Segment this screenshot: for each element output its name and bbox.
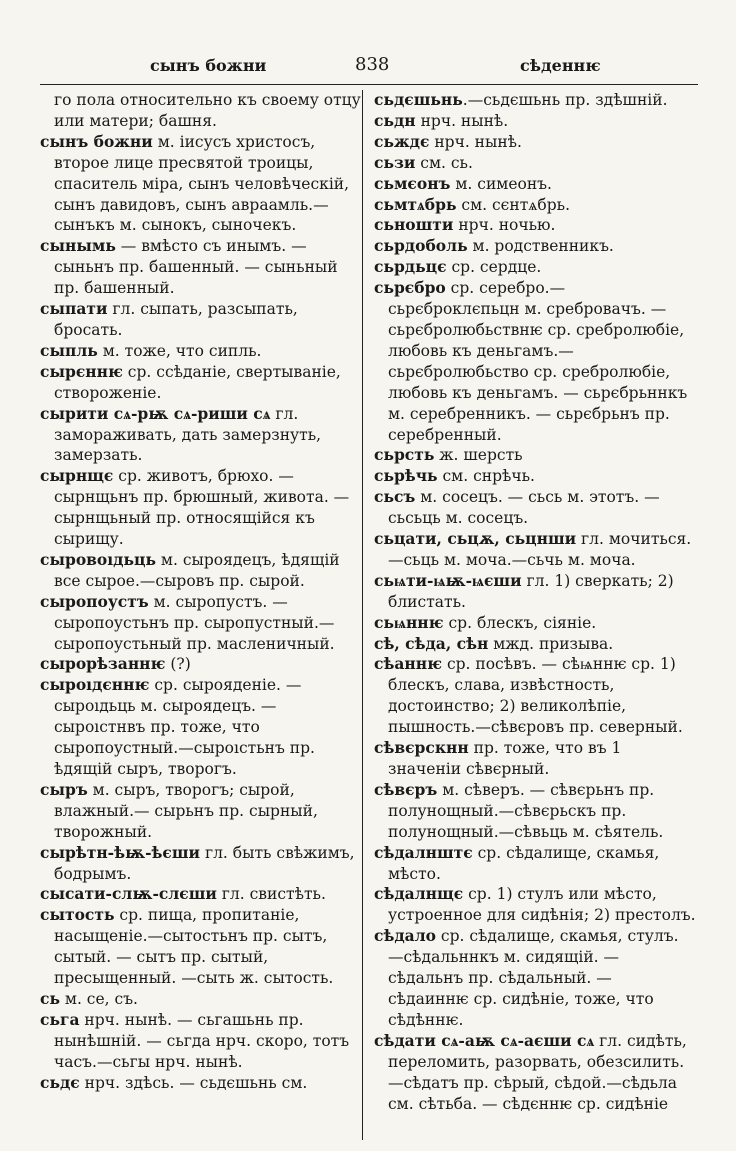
dictionary-entry	[374, 654, 696, 738]
entry-definition: м. симеонъ.	[450, 174, 552, 193]
dictionary-entry	[374, 613, 696, 634]
entry-definition: м. іисусъ христосъ, второе лице пресвятой троицы, спаситель міра, сынъ человѣческій, сынъ давидовъ, сынъ авраамль.—сынъкъ м. сынокъ, сыночекъ.	[54, 132, 350, 235]
entry-headword: сырєннѥ	[40, 361, 123, 381]
dictionary-entry	[374, 90, 696, 111]
entry-definition: ср. животъ, брюхо. — сырнщьнъ пр. брюшный, живота. — сырнщьный пр. относящійся къ сырищу.	[54, 467, 350, 549]
dictionary-entry	[374, 529, 696, 571]
entry-headword: сыръ	[40, 779, 88, 799]
entry-headword: сѣдалнштє	[374, 842, 473, 862]
entry-definition: мжд. призыва.	[488, 634, 614, 653]
right-column	[374, 90, 696, 1114]
dictionary-entry	[40, 989, 362, 1010]
dictionary-entry	[374, 215, 696, 236]
entry-definition: см. сь.	[415, 153, 473, 172]
entry-definition: м. тоже, что сипль.	[97, 341, 262, 360]
entry-headword: сѣдало	[374, 926, 436, 946]
entry-definition: м. се, съ.	[59, 989, 138, 1008]
dictionary-entry	[374, 132, 696, 153]
entry-headword: сыпль	[40, 340, 98, 360]
entry-headword: сьдє	[40, 1072, 80, 1092]
dictionary-entry	[374, 843, 696, 885]
entry-headword: сьцати, сьцѫ, сьцнши	[374, 529, 577, 549]
dictionary-entry	[374, 634, 696, 655]
dictionary-entry	[374, 926, 696, 1031]
dictionary-entry	[374, 236, 696, 257]
entry-definition: нрч. нынѣ.	[415, 111, 509, 130]
entry-definition: ср. блескъ, сіяніе.	[443, 613, 597, 632]
header-right-guideword: сѣденнѥ	[520, 56, 601, 75]
entry-headword: сѣвєръ	[374, 779, 438, 799]
dictionary-entry	[40, 592, 362, 655]
dictionary-entry	[40, 236, 362, 299]
entry-definition: нрч. нынѣ. — сьгашьнь пр. нынѣшній. — сьгда нрч. скоро, тотъ часъ.—сьгы нрч. нынѣ.	[54, 1010, 350, 1071]
entry-headword: сьрсть	[374, 445, 435, 465]
entry-headword: сьрдьцє	[374, 257, 447, 277]
dictionary-entry	[374, 738, 696, 780]
entry-definition: гл. быть свѣжимъ, бодрымъ.	[54, 843, 355, 883]
entry-headword: сѣ, сѣда, сѣн	[374, 633, 489, 653]
entry-definition: ср. сердце.	[446, 258, 542, 277]
dictionary-entry	[40, 654, 362, 675]
entry-headword: сьга	[40, 1009, 80, 1029]
entry-headword: сырѣтн-ѣѭ-ѣєши	[40, 842, 201, 862]
entry-headword: сыпати	[40, 299, 108, 319]
entry-headword: сѣвєрскнн	[374, 738, 469, 758]
entry-definition: пр. тоже, что въ 1 значеніи сѣвєрный.	[388, 739, 622, 778]
dictionary-entry	[40, 1010, 362, 1073]
entry-headword: сьрѣчь	[374, 466, 438, 486]
entry-headword: сьдєшьнь	[374, 90, 463, 109]
entry-headword: сѣдати сѧ-аѭ сѧ-аєши сѧ	[374, 1030, 595, 1050]
dictionary-entry	[40, 90, 362, 132]
dictionary-entry	[40, 1073, 362, 1094]
dictionary-entry	[40, 132, 362, 237]
entry-definition: ср. сырояденіе. — сыроıдьць м. сыроядецъ. — сыроıстнвъ пр. тоже, что сыропоустный.—сыроıстьнъ пр. ѣдящій сыръ, творогъ.	[54, 676, 315, 778]
entry-headword: сьзи	[374, 152, 416, 172]
entry-definition: гл. 1) сверкать; 2) блистать.	[388, 571, 674, 611]
entry-headword: сынымь	[40, 236, 116, 256]
entry-definition: гл. сыпать, разсыпать, бросать.	[54, 300, 298, 339]
entry-headword: сыроıдєннѥ	[40, 675, 150, 695]
entry-definition: гл. сидѣть, переломить, разорвать, обезсилить. —сѣдатъ пр. сѣрый, сѣдой.—сѣдьла см. сѣтьба. — сѣдєннѥ ср. сидѣніе	[388, 1031, 687, 1113]
entry-headword: сьношти	[374, 215, 454, 235]
entry-headword: сысати-слѭ-слєши	[40, 884, 217, 904]
entry-definition: м. сосецъ. — сьсь м. этотъ. — сьсьць м. сосецъ.	[388, 488, 660, 528]
entry-definition: гл. свистѣть.	[216, 885, 326, 904]
dictionary-entry	[374, 111, 696, 132]
dictionary-entry	[40, 905, 362, 989]
dictionary-entry	[40, 341, 362, 362]
entry-headword: сытость	[40, 905, 115, 925]
dictionary-entry	[40, 675, 362, 780]
entry-definition: нрч. нынѣ.	[429, 132, 522, 151]
entry-definition: .—сьдєшьнь пр. здѣшній.	[462, 91, 668, 109]
entry-headword: сынъ божни	[40, 131, 153, 151]
entry-definition: м. сѣверъ. — сѣвєрьнъ пр. полунощный.—сѣвєрьскъ пр. полунощный.—сѣвьць м. сѣятель.	[388, 780, 664, 841]
dictionary-entry	[40, 466, 362, 550]
entry-headword: сь	[40, 988, 60, 1008]
entry-definition: ср. посѣвъ. — сѣѩннѥ ср. 1) блескъ, слава, извѣстность, достоинство; 2) великолѣпіе, пышность.—сѣвєровъ пр. северный.	[388, 655, 683, 737]
entry-definition: м. сыръ, творогъ; сырой, влажный.— сырьнъ пр. сырный, творожный.	[54, 780, 318, 841]
dictionary-entry	[374, 278, 696, 445]
page-header	[40, 54, 698, 80]
entry-headword: сьмтѧбрь	[374, 194, 457, 214]
entry-definition: ср. ссѣданіе, свертываніе, створоженіе.	[54, 362, 341, 402]
left-column	[40, 90, 362, 1094]
dictionary-entry	[374, 466, 696, 487]
dictionary-entry	[40, 550, 362, 592]
entry-definition: см. снрѣчь.	[437, 467, 535, 486]
entry-definition: м. родственникъ.	[467, 237, 614, 256]
entry-headword: сьждє	[374, 131, 430, 151]
entry-definition: нрч. здѣсь. — сьдєшьнь см.	[79, 1073, 308, 1092]
dictionary-entry	[40, 362, 362, 404]
entry-headword: сыропоустъ	[40, 591, 149, 611]
entry-definition: го пола относительно къ своему отцу или матери; башня.	[54, 91, 361, 130]
dictionary-entry	[374, 195, 696, 216]
dictionary-entry	[374, 884, 696, 926]
entry-definition: — вмѣсто съ инымъ. — сыньнъ пр. башенный. — сыньный пр. башенный.	[54, 237, 338, 298]
entry-headword: сьдн	[374, 110, 416, 130]
dictionary-entry	[374, 487, 696, 529]
dictionary-entry	[374, 571, 696, 613]
entry-definition: гл. мочиться. —сьць м. моча.—сьчь м. моча.	[388, 530, 692, 569]
header-rule	[40, 84, 698, 85]
dictionary-entry	[374, 153, 696, 174]
entry-definition: ср. серебро.—сьрєброклєпьцн м. сребровачъ. — сьрєбролюбьствнѥ ср. сребролюбіе, любовь къ деньгамъ.—сьрєбролюбьство ср. сребролюбіе, любовь къ деньгамъ. — сьрєбрьннкъ м. серебренникъ. — сьрєбрьнъ пр. серебренный.	[388, 279, 688, 444]
column-divider	[362, 90, 363, 1140]
entry-headword: сырнщє	[40, 466, 114, 486]
dictionary-entry	[40, 404, 362, 467]
entry-definition: ср. сѣдалище, скамья, стулъ. —сѣдальннкъ м. сидящій. — сѣдальнъ пр. сѣдальный. — сѣдаиннѥ ср. сидѣніе, тоже, что сѣдѣннѥ.	[388, 927, 679, 1029]
entry-definition: м. сыроядецъ, ѣдящій все сырое.—сыровъ пр. сырой.	[54, 550, 340, 590]
entry-headword: сьѩти-ѩѭ-ѩєши	[374, 570, 522, 590]
entry-headword: сьрєбро	[374, 278, 446, 298]
entry-definition: (?)	[165, 655, 191, 674]
entry-headword: сьѩннѥ	[374, 612, 444, 632]
dictionary-entry	[40, 780, 362, 843]
dictionary-entry	[40, 884, 362, 905]
dictionary-entry	[40, 843, 362, 885]
entry-definition: ср. 1) стулъ или мѣсто, устроенное для сидѣнія; 2) престолъ.	[388, 885, 696, 925]
dictionary-entry	[374, 1031, 696, 1115]
dictionary-entry	[40, 299, 362, 341]
entry-definition: ср. пища, пропитаніе, насыщеніе.—сытостьнъ пр. сытъ, сытый. — сытъ пр. сытый, пресыщенный. —сыть ж. сытость.	[54, 906, 334, 988]
entry-definition: м. сыропустъ. — сыропоустьнъ пр. сыропустный.—сыропоустьный пр. масленичный.	[54, 592, 335, 653]
entry-headword: сыровоıдьць	[40, 549, 156, 569]
dictionary-entry	[374, 257, 696, 278]
page-number: 838	[355, 54, 390, 75]
entry-definition: ср. сѣдалище, скамья, мѣсто.	[388, 843, 660, 883]
entry-headword: сьрдоболь	[374, 236, 468, 256]
dictionary-entry	[374, 780, 696, 843]
entry-headword: сѣдалнщє	[374, 884, 464, 904]
dictionary-entry	[374, 445, 696, 466]
entry-headword: сьсъ	[374, 487, 416, 507]
entry-headword: сырити сѧ-рѭ сѧ-риши сѧ	[40, 403, 271, 423]
entry-definition: нрч. ночью.	[453, 216, 556, 235]
entry-headword: сырорѣзаннѥ	[40, 654, 166, 674]
header-left-guideword: сынъ божни	[150, 56, 267, 75]
entry-headword: сьмєонъ	[374, 173, 451, 193]
entry-headword: сѣаннѥ	[374, 654, 443, 674]
dictionary-entry	[374, 174, 696, 195]
entry-definition: гл. замораживать, дать замерзнуть, замерзать.	[54, 404, 322, 465]
entry-definition: см. сєнтѧбрь.	[456, 195, 571, 214]
entry-definition: ж. шерсть	[434, 446, 523, 465]
